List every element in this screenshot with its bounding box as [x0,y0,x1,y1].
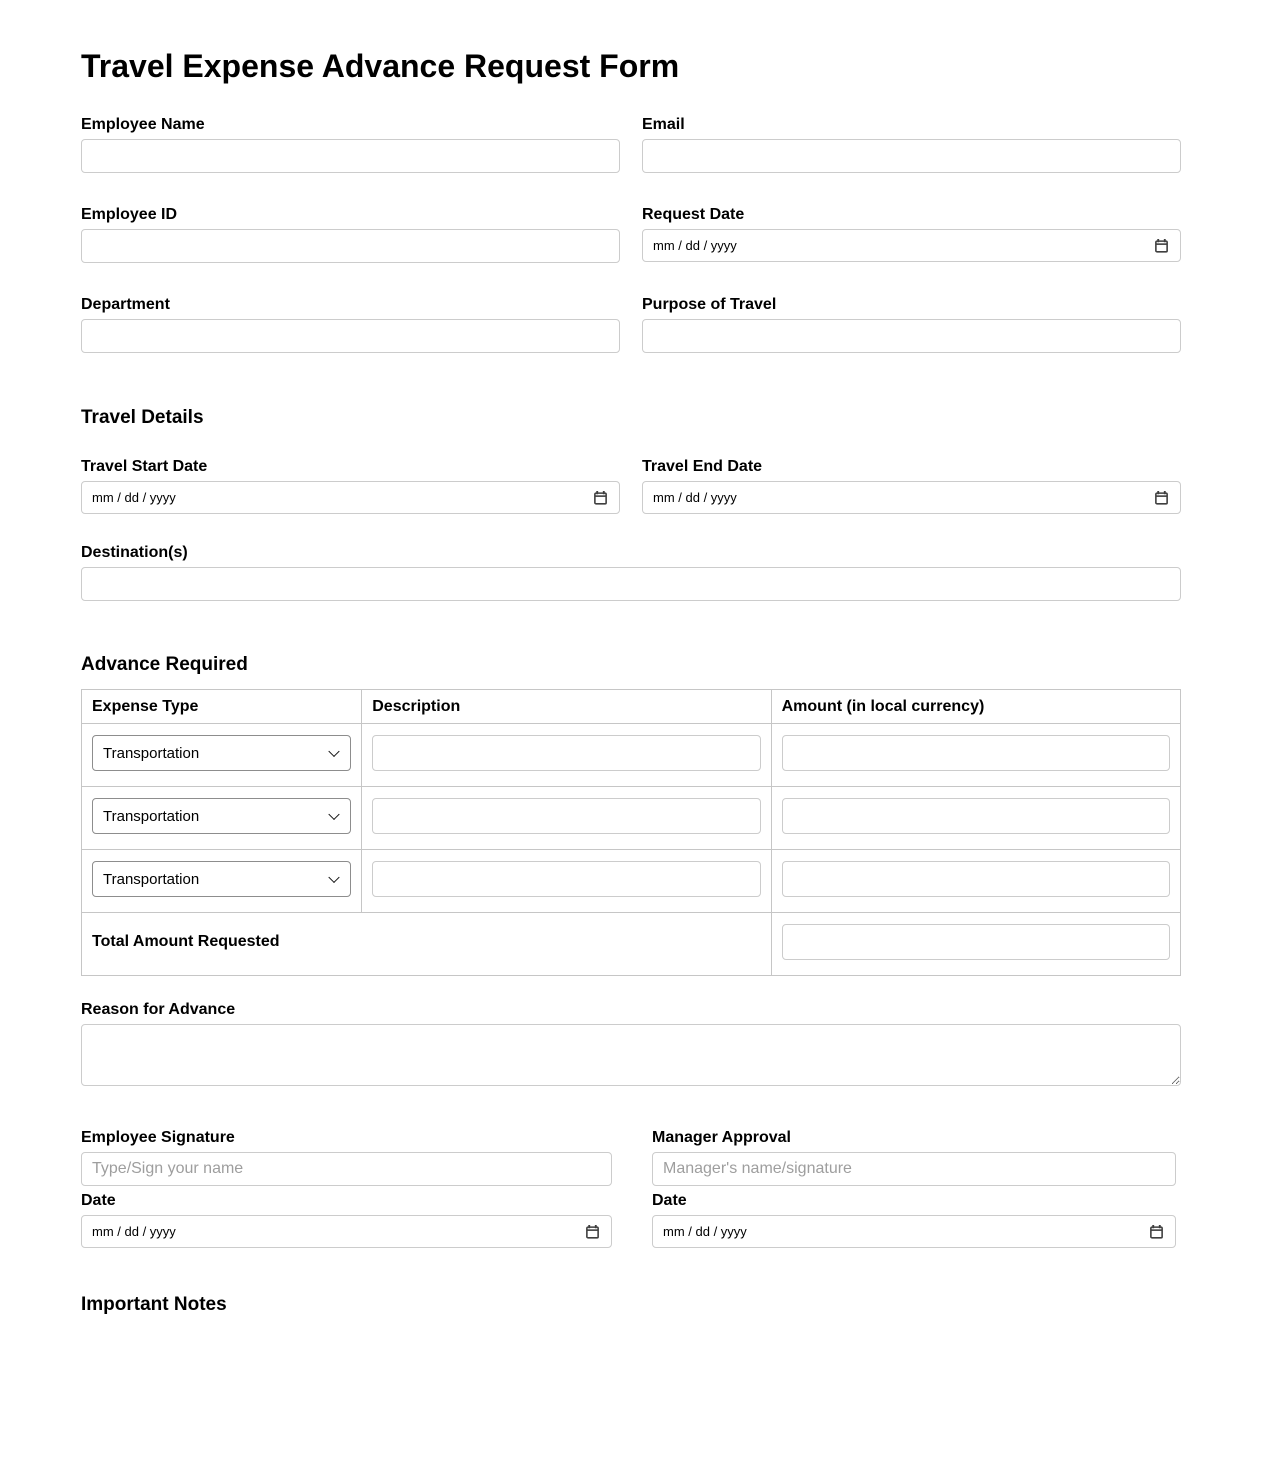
employee-name-label: Employee Name [81,116,205,133]
amount-input[interactable] [782,798,1170,834]
department-label: Department [81,296,170,313]
calendar-icon[interactable] [1154,490,1169,505]
department-input[interactable] [81,319,620,353]
travel-dates-section [81,457,1181,514]
request-date-label: Request Date [642,206,745,223]
total-amount-cell [771,913,1180,976]
description-input[interactable] [372,798,760,834]
destination-field-group [81,543,1181,601]
manager-approval-block [652,1128,1176,1248]
email-field-group [642,115,1181,173]
employee-id-label: Employee ID [81,206,178,223]
travel-start-date-field-group [81,457,620,514]
date-format-text: mm / dd / yyyy [653,238,737,253]
calendar-icon[interactable] [585,1224,600,1239]
request-date-field-group [642,205,1181,263]
description-cell [362,850,771,913]
amount-cell [771,787,1180,850]
purpose-of-travel-input[interactable] [642,319,1181,353]
reason-for-advance-textarea[interactable] [81,1024,1181,1086]
expense-type-select[interactable] [92,735,351,771]
expense-row [82,787,1181,850]
employee-signature-input[interactable] [81,1152,612,1186]
description-input[interactable] [372,861,760,897]
expense-row [82,850,1181,913]
expense-type-column-header: Expense Type [82,690,362,724]
travel-expense-form [81,0,1181,1316]
request-date-input[interactable] [642,229,1181,262]
employee-id-input[interactable] [81,229,620,263]
amount-input[interactable] [782,861,1170,897]
department-field-group [81,295,620,353]
calendar-icon[interactable] [1149,1224,1164,1239]
employee-signature-label: Employee Signature [81,1129,235,1146]
expense-type-cell [82,850,362,913]
description-column-header: Description [362,690,771,724]
date-format-text: mm / dd / yyyy [92,1224,176,1239]
manager-date-label: Date [652,1192,687,1209]
important-notes-heading: Important Notes [81,1294,227,1315]
description-cell [362,787,771,850]
expense-type-select-control[interactable] [92,735,351,771]
travel-start-date-label: Travel Start Date [81,458,208,475]
calendar-icon[interactable] [1154,238,1169,253]
advance-required-heading: Advance Required [81,654,248,675]
expense-type-select-control[interactable] [92,861,351,897]
email-label: Email [642,116,685,133]
employee-info-section [81,115,1181,353]
destination-input[interactable] [81,567,1181,601]
manager-approval-label: Manager Approval [652,1129,791,1146]
amount-input[interactable] [782,735,1170,771]
signature-section [81,1128,1181,1248]
purpose-of-travel-label: Purpose of Travel [642,296,777,313]
total-amount-input[interactable] [782,924,1170,960]
expense-type-select[interactable] [92,798,351,834]
expense-type-select[interactable] [92,861,351,897]
employee-signature-block [81,1128,612,1248]
calendar-icon[interactable] [593,490,608,505]
date-format-text: mm / dd / yyyy [653,490,737,505]
travel-details-heading: Travel Details [81,407,204,428]
reason-field-group [81,1000,1181,1086]
manager-approval-input[interactable] [652,1152,1176,1186]
total-amount-label: Total Amount Requested [82,913,772,976]
amount-column-header: Amount (in local currency) [771,690,1180,724]
description-cell [362,724,771,787]
reason-for-advance-label: Reason for Advance [81,1001,236,1018]
employee-date-input[interactable] [81,1215,612,1248]
date-format-text: mm / dd / yyyy [663,1224,747,1239]
travel-start-date-input[interactable] [81,481,620,514]
expense-type-cell [82,787,362,850]
employee-date-label: Date [81,1192,116,1209]
expense-type-select-control[interactable] [92,798,351,834]
description-input[interactable] [372,735,760,771]
amount-cell [771,724,1180,787]
travel-end-date-input[interactable] [642,481,1181,514]
page-title: Travel Expense Advance Request Form [81,48,680,84]
employee-name-input[interactable] [81,139,620,173]
travel-end-date-field-group [642,457,1181,514]
travel-end-date-label: Travel End Date [642,458,763,475]
advance-table [81,689,1181,976]
destination-label: Destination(s) [81,544,188,561]
email-input[interactable] [642,139,1181,173]
date-format-text: mm / dd / yyyy [92,490,176,505]
expense-type-cell [82,724,362,787]
amount-cell [771,850,1180,913]
employee-name-field-group [81,115,620,173]
expense-row [82,724,1181,787]
advance-table-header-row [82,690,1181,724]
manager-date-input[interactable] [652,1215,1176,1248]
purpose-field-group [642,295,1181,353]
employee-id-field-group [81,205,620,263]
total-row [82,913,1181,976]
